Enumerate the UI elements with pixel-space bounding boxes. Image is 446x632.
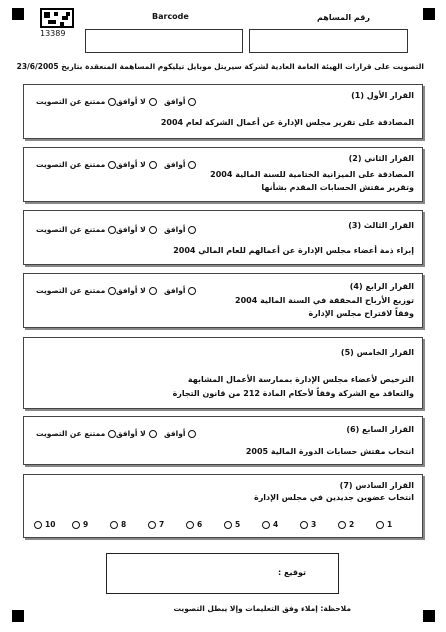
resolution-title: القرار السابع (6): [346, 425, 414, 434]
resolution-card-3: [23, 210, 423, 265]
board-option-6[interactable]: 6: [186, 520, 202, 529]
vote-abstain-option[interactable]: ممتنع عن التصويت: [36, 429, 116, 438]
radio-circle-icon[interactable]: [34, 521, 42, 529]
radio-circle-icon[interactable]: [149, 98, 157, 106]
board-option-7[interactable]: 7: [148, 520, 164, 529]
board-election-title: القرار السادس (7): [339, 481, 414, 490]
radio-circle-icon[interactable]: [224, 521, 232, 529]
form-code-graphic: [40, 8, 74, 28]
radio-circle-icon[interactable]: [149, 430, 157, 438]
resolution-card-2: [23, 147, 423, 202]
radio-circle-icon[interactable]: [188, 98, 196, 106]
board-option-5[interactable]: 5: [224, 520, 240, 529]
radio-circle-icon[interactable]: [149, 226, 157, 234]
resolution-title: القرار الخامس (5): [340, 348, 414, 357]
resolution-text: إبراء ذمة أعضاء مجلس الإدارة عن أعمالهم للعام المالي 2004: [173, 246, 414, 255]
barcode-label: Barcode: [152, 12, 189, 21]
radio-circle-icon[interactable]: [108, 161, 116, 169]
radio-circle-icon[interactable]: [188, 161, 196, 169]
board-option-3[interactable]: 3: [300, 520, 316, 529]
barcode-field[interactable]: [85, 29, 243, 53]
radio-circle-icon[interactable]: [108, 430, 116, 438]
vote-disagree-option[interactable]: لا أوافق: [116, 286, 157, 295]
footer-note: ملاحظة: إملاء وفق التعليمات وإلا يبطل التصويت: [173, 604, 351, 613]
registration-mark-top-right: [423, 8, 435, 20]
radio-circle-icon[interactable]: [300, 521, 308, 529]
resolution-card-5: [23, 337, 423, 409]
board-option-1[interactable]: 1: [376, 520, 392, 529]
resolution-text: المصادقة على الميزانية الختامية للسنة المالية 2004: [210, 170, 414, 179]
intro-text: التصويت على قرارات الهيئة العامة العادية لشركة سيريتل موبايل تيليكوم المساهمة المنعقدة بتاريخ 23/6/2005: [16, 62, 424, 71]
registration-mark-top-left: [12, 8, 24, 20]
board-option-4[interactable]: 4: [262, 520, 278, 529]
vote-abstain-option[interactable]: ممتنع عن التصويت: [36, 225, 116, 234]
vote-agree-option[interactable]: أوافق: [164, 286, 196, 295]
vote-agree-option[interactable]: أوافق: [164, 225, 196, 234]
radio-circle-icon[interactable]: [188, 287, 196, 295]
resolution-title: القرار الأول (1): [351, 91, 414, 100]
board-election-text: انتخاب عضوين جديدين في مجلس الإدارة: [253, 493, 414, 502]
resolution-card-4: [23, 273, 423, 328]
vote-disagree-option[interactable]: لا أوافق: [116, 225, 157, 234]
vote-agree-option[interactable]: أوافق: [164, 97, 196, 106]
radio-circle-icon[interactable]: [262, 521, 270, 529]
registration-mark-bottom-right: [423, 610, 435, 622]
vote-agree-option[interactable]: أوافق: [164, 160, 196, 169]
shareholder-number-field[interactable]: [249, 29, 408, 53]
board-option-10[interactable]: 10: [34, 520, 55, 529]
vote-abstain-option[interactable]: ممتنع عن التصويت: [36, 286, 116, 295]
signature-box[interactable]: [106, 553, 339, 594]
resolution-card-6: [23, 416, 423, 465]
resolution-text: الترخيص لأعضاء مجلس الإدارة بممارسة الأعمال المشابهة: [187, 375, 414, 384]
form-id-number: 13389: [40, 29, 66, 38]
board-option-2[interactable]: 2: [338, 520, 354, 529]
resolution-text: انتخاب مفتش حسابات الدورة المالية 2005: [245, 447, 414, 456]
signature-label: توقيع :: [278, 568, 306, 577]
registration-mark-bottom-left: [12, 610, 24, 622]
radio-circle-icon[interactable]: [376, 521, 384, 529]
vote-disagree-option[interactable]: لا أوافق: [116, 97, 157, 106]
radio-circle-icon[interactable]: [149, 161, 157, 169]
resolution-text: المصادقة على تقرير مجلس الإدارة عن أعمال الشركة لعام 2004: [160, 118, 414, 127]
board-option-9[interactable]: 9: [72, 520, 88, 529]
shareholder-number-label: رقم المساهم: [317, 13, 370, 22]
vote-disagree-option[interactable]: لا أوافق: [116, 429, 157, 438]
radio-circle-icon[interactable]: [110, 521, 118, 529]
resolution-card-1: [23, 84, 423, 139]
radio-circle-icon[interactable]: [72, 521, 80, 529]
board-election-card: [23, 474, 423, 538]
vote-agree-option[interactable]: أوافق: [164, 429, 196, 438]
radio-circle-icon[interactable]: [108, 98, 116, 106]
radio-circle-icon[interactable]: [149, 287, 157, 295]
radio-circle-icon[interactable]: [108, 287, 116, 295]
resolution-text: وفقاً لاقتراح مجلس الإدارة: [308, 309, 414, 318]
resolution-title: القرار الثاني (2): [348, 154, 414, 163]
resolution-text: والتعاقد مع الشركة وفقاً لأحكام المادة 212 من قانون التجارة: [172, 389, 414, 398]
resolution-text: وتقرير مفتش الحسابات المقدم بشأنها: [261, 183, 414, 192]
vote-disagree-option[interactable]: لا أوافق: [116, 160, 157, 169]
resolution-title: القرار الرابع (4): [349, 282, 414, 291]
radio-circle-icon[interactable]: [148, 521, 156, 529]
board-option-8[interactable]: 8: [110, 520, 126, 529]
radio-circle-icon[interactable]: [108, 226, 116, 234]
radio-circle-icon[interactable]: [338, 521, 346, 529]
radio-circle-icon[interactable]: [188, 226, 196, 234]
radio-circle-icon[interactable]: [188, 430, 196, 438]
resolution-title: القرار الثالث (3): [348, 221, 414, 230]
vote-abstain-option[interactable]: ممتنع عن التصويت: [36, 160, 116, 169]
radio-circle-icon[interactable]: [186, 521, 194, 529]
vote-abstain-option[interactable]: ممتنع عن التصويت: [36, 97, 116, 106]
resolution-text: توزيع الأرباح المحققة في السنة المالية 2004: [235, 296, 414, 305]
